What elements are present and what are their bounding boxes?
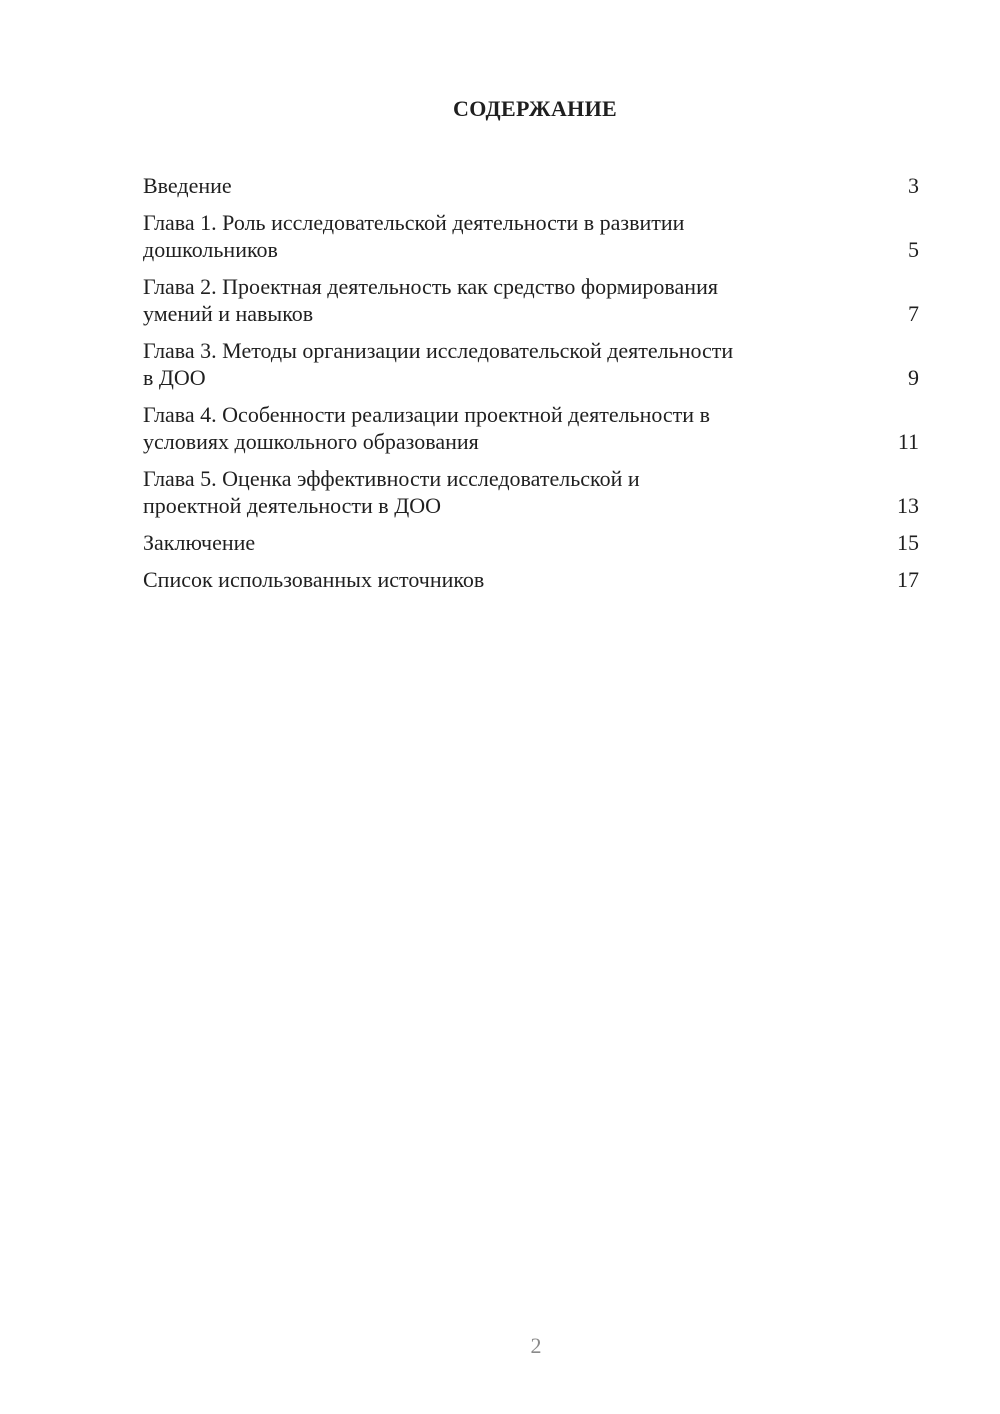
toc-entry-text: Заключение: [143, 530, 256, 555]
toc-entry-chapter-5: [143, 465, 919, 519]
toc-entry-text: Список использованных источников: [143, 567, 485, 592]
toc-entry-chapter-1: [143, 209, 919, 263]
toc-entry-page: 13: [897, 493, 919, 518]
toc-entry-text: Глава 3. Методы организации исследовательской деятельности в ДОО: [143, 338, 734, 390]
toc-entry-page: 3: [908, 173, 919, 198]
toc-entry-page: 7: [908, 301, 919, 326]
toc-entry-text: Глава 1. Роль исследовательской деятельности в развитии дошкольников: [143, 210, 685, 262]
toc-entry-text: Глава 2. Проектная деятельность как средство формирования умений и навыков: [143, 274, 718, 326]
toc-entry-text: Глава 4. Особенности реализации проектной деятельности в условиях дошкольного образования: [143, 402, 710, 454]
toc-entry-text: Глава 5. Оценка эффективности исследовательской и проектной деятельности в ДОО: [143, 466, 640, 518]
toc-entry-chapter-3: [143, 337, 919, 391]
toc-entry-page: 11: [897, 429, 919, 454]
toc-entry-text: Введение: [143, 173, 232, 198]
toc-entry-conclusion: [143, 529, 919, 556]
toc-entry-introduction: [143, 172, 919, 199]
page-title: СОДЕРЖАНИЕ: [453, 96, 617, 121]
toc-entry-page: 9: [908, 365, 919, 390]
toc-entry-page: 17: [897, 567, 919, 592]
toc-entry-page: 5: [908, 237, 919, 262]
toc-entry-chapter-2: [143, 273, 919, 327]
toc-entry-page: 15: [897, 530, 919, 555]
page-number: 2: [530, 1333, 542, 1358]
table-of-contents: [143, 172, 919, 603]
toc-entry-chapter-4: [143, 401, 919, 455]
toc-entry-references: [143, 566, 919, 593]
